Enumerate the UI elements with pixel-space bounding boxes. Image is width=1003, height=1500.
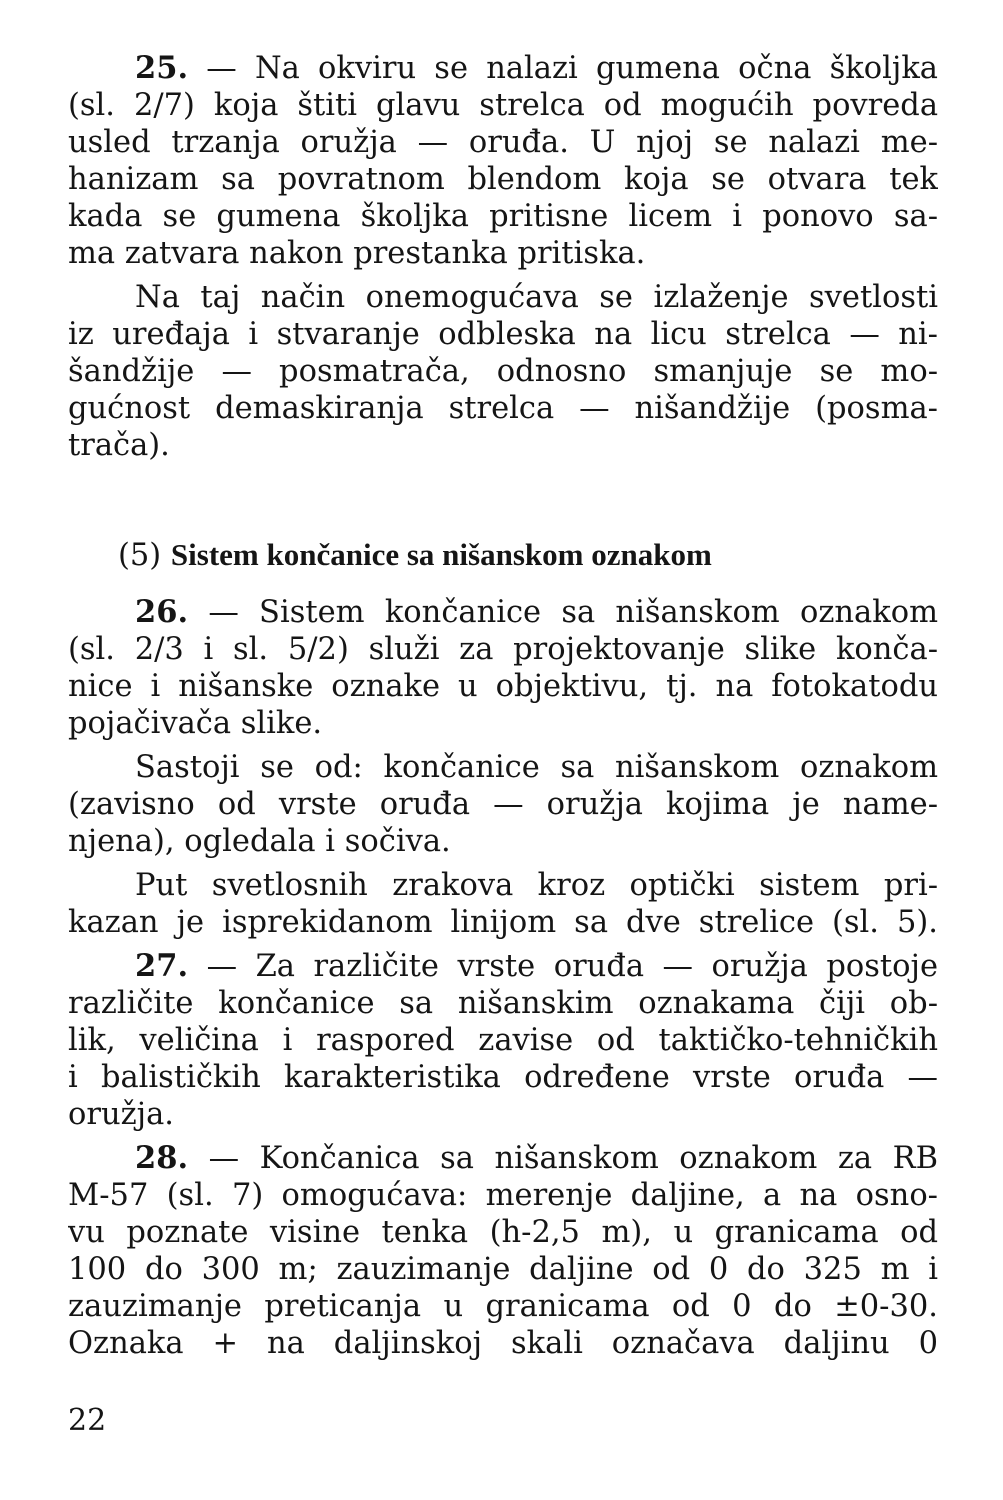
paragraph-28-line-3: vu poznate visine tenka (h-2,5 m), u granicama od <box>68 1215 938 1250</box>
page-number: 22 <box>68 1403 107 1438</box>
paragraph-28-line-1: 28. — Končanica sa nišanskom oznakom za RB <box>135 1140 938 1176</box>
paragraph-25-line-3: usled trzanja oružja — oruđa. U njoj se nalazi me- <box>68 125 938 160</box>
paragraph-25b-line-5: trača). <box>68 428 170 463</box>
section-title: Sistem končanice sa nišanskom oznakom <box>170 537 712 572</box>
paragraph-26-line-4: pojačivača slike. <box>68 706 323 741</box>
paragraph-26-line-1: 26. — Sistem končanice sa nišanskom oznakom <box>135 594 938 630</box>
paragraph-26b-line-3: njena), ogledala i sočiva. <box>68 824 451 859</box>
paragraph-27-line-5: oružja. <box>68 1097 174 1132</box>
paragraph-28-line-6: Oznaka + na daljinskoj skali označava daljinu 0 <box>68 1326 938 1361</box>
paragraph-28-line-2: M-57 (sl. 7) omogućava: merenje daljine, a na osno- <box>68 1178 938 1213</box>
paragraph-27-line-2: različite končanice sa nišanskim oznakama čiji ob- <box>68 986 938 1021</box>
paragraph-27-line-3: lik, veličina i raspored zavise od taktičko-tehničkih <box>68 1023 938 1058</box>
paragraph-28-line-5: zauzimanje preticanja u granicama od 0 do ±0-30. <box>68 1289 938 1324</box>
paragraph-25b-line-2: iz uređaja i stvaranje odbleska na licu strelca — ni- <box>68 317 938 352</box>
paragraph-25-line-2: (sl. 2/7) koja štiti glavu strelca od mogućih povreda <box>68 88 938 123</box>
paragraph-26-line-2: (sl. 2/3 i sl. 5/2) služi za projektovanje slike konča- <box>68 632 938 667</box>
paragraph-number-26: 26. <box>135 594 189 630</box>
paragraph-25-line-6: ma zatvara nakon prestanka pritiska. <box>68 236 646 271</box>
section-heading <box>68 536 938 573</box>
paragraph-26b-line-2: (zavisno od vrste oruđa — oružja kojima je name- <box>68 787 938 822</box>
section-number: (5) <box>118 538 162 573</box>
paragraph-25b-line-4: gućnost demaskiranja strelca — nišandžije (posma- <box>68 391 938 426</box>
paragraph-25-line-5: kada se gumena školjka pritisne licem i ponovo sa- <box>68 199 938 234</box>
paragraph-25b-line-3: šandžije — posmatrača, odnosno smanjuje se mo- <box>68 354 938 389</box>
paragraph-25b-line-1: Na taj način onemogućava se izlaženje svetlosti <box>135 280 938 315</box>
paragraph-27-line-1: 27. — Za različite vrste oruđa — oružja postoje <box>135 948 938 984</box>
paragraph-28-line-4: 100 do 300 m; zauzimanje daljine od 0 do 325 m i <box>68 1252 938 1287</box>
paragraph-25-line-1: 25. — Na okviru se nalazi gumena očna školjka <box>135 50 938 86</box>
paragraph-25-line-4: hanizam sa povratnom blendom koja se otvara tek <box>68 162 938 197</box>
paragraph-number-28: 28. <box>135 1140 189 1176</box>
paragraph-26b-line-1: Sastoji se od: končanice sa nišanskom oznakom <box>135 750 938 785</box>
paragraph-26-line-3: nice i nišanske oznake u objektivu, tj. na fotokatodu <box>68 669 938 704</box>
paragraph-number-27: 27. <box>135 948 189 984</box>
paragraph-26c-line-2: kazan je isprekidanom linijom sa dve strelice (sl. 5). <box>68 905 938 940</box>
paragraph-26c-line-1: Put svetlosnih zrakova kroz optički sistem pri- <box>135 868 938 903</box>
page-text <box>68 50 938 1362</box>
paragraph-number-25: 25. <box>135 50 189 86</box>
paragraph-27-line-4: i balističkih karakteristika određene vrste oruđa — <box>68 1060 938 1095</box>
